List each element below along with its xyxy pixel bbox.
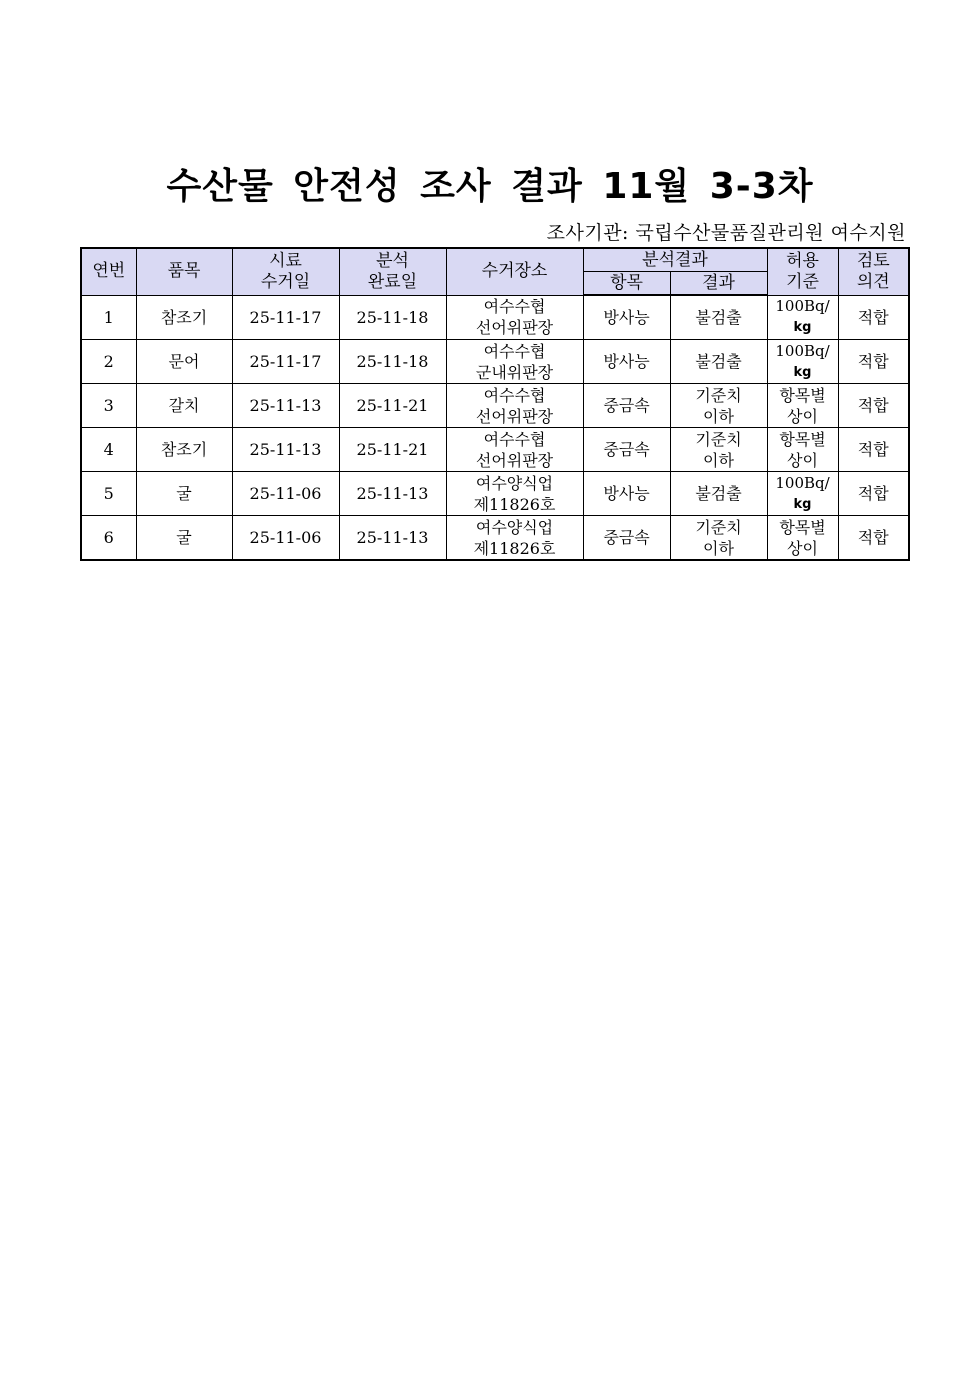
table-row — [81, 295, 909, 340]
cell-collect-date: 25-11-17 — [232, 340, 339, 384]
cell-collect-date: 25-11-06 — [232, 516, 339, 561]
header-analysis-result: 결과 — [670, 272, 767, 296]
cell-item: 굴 — [136, 516, 232, 561]
table-row — [81, 472, 909, 516]
cell-no: 2 — [81, 340, 136, 384]
cell-review: 적합 — [838, 472, 909, 516]
cell-collect-date: 25-11-13 — [232, 428, 339, 472]
cell-analysis-result: 기준치 이하 — [670, 428, 767, 472]
cell-no: 5 — [81, 472, 136, 516]
cell-no: 1 — [81, 295, 136, 340]
cell-limit: 항목별 상이 — [767, 516, 838, 561]
cell-item: 갈치 — [136, 384, 232, 428]
cell-complete-date: 25-11-18 — [339, 340, 446, 384]
cell-item: 문어 — [136, 340, 232, 384]
results-table — [80, 247, 910, 561]
cell-review: 적합 — [838, 340, 909, 384]
cell-analysis-item: 방사능 — [583, 472, 670, 516]
cell-analysis-result: 기준치 이하 — [670, 516, 767, 561]
cell-analysis-result: 불검출 — [670, 472, 767, 516]
cell-no: 6 — [81, 516, 136, 561]
cell-limit: 100Bq/ kg — [767, 295, 838, 340]
cell-analysis-item: 방사능 — [583, 340, 670, 384]
page-title: 수산물 안전성 조사 결과 11월 3-3차 — [166, 166, 814, 207]
cell-complete-date: 25-11-21 — [339, 428, 446, 472]
cell-analysis-result: 불검출 — [670, 295, 767, 340]
cell-limit: 100Bq/ kg — [767, 472, 838, 516]
cell-place: 여수양식업 제11826호 — [446, 516, 583, 561]
cell-review: 적합 — [838, 384, 909, 428]
survey-agency: 조사기관: 국립수산물품질관리원 여수지원 — [546, 222, 906, 244]
cell-complete-date: 25-11-13 — [339, 472, 446, 516]
cell-complete-date: 25-11-13 — [339, 516, 446, 561]
cell-item: 참조기 — [136, 428, 232, 472]
header-complete-date: 분석 완료일 — [339, 248, 446, 295]
cell-analysis-result: 불검출 — [670, 340, 767, 384]
header-no: 연번 — [81, 248, 136, 295]
cell-analysis-result: 기준치 이하 — [670, 384, 767, 428]
table-row — [81, 340, 909, 384]
cell-analysis-item: 중금속 — [583, 428, 670, 472]
cell-limit: 항목별 상이 — [767, 428, 838, 472]
header-collect-date: 시료 수거일 — [232, 248, 339, 295]
table-body — [81, 295, 909, 560]
header-analysis-item: 항목 — [583, 272, 670, 296]
cell-collect-date: 25-11-13 — [232, 384, 339, 428]
cell-place: 여수수협 군내위판장 — [446, 340, 583, 384]
table-row — [81, 428, 909, 472]
cell-review: 적합 — [838, 428, 909, 472]
cell-limit: 100Bq/ kg — [767, 340, 838, 384]
cell-no: 3 — [81, 384, 136, 428]
cell-place: 여수양식업 제11826호 — [446, 472, 583, 516]
table-row — [81, 384, 909, 428]
table-row — [81, 516, 909, 561]
cell-place: 여수수협 선어위판장 — [446, 428, 583, 472]
cell-collect-date: 25-11-06 — [232, 472, 339, 516]
header-review: 검토 의견 — [838, 248, 909, 295]
header-limit: 허용 기준 — [767, 248, 838, 295]
cell-review: 적합 — [838, 516, 909, 561]
header-analysis: 분석결과 — [583, 248, 767, 272]
cell-item: 참조기 — [136, 295, 232, 340]
header-item: 품목 — [136, 248, 232, 295]
cell-complete-date: 25-11-21 — [339, 384, 446, 428]
cell-complete-date: 25-11-18 — [339, 295, 446, 340]
cell-place: 여수수협 선어위판장 — [446, 384, 583, 428]
cell-collect-date: 25-11-17 — [232, 295, 339, 340]
cell-item: 굴 — [136, 472, 232, 516]
table-header — [81, 248, 909, 295]
cell-limit: 항목별 상이 — [767, 384, 838, 428]
cell-analysis-item: 방사능 — [583, 295, 670, 340]
header-place: 수거장소 — [446, 248, 583, 295]
cell-analysis-item: 중금속 — [583, 516, 670, 561]
cell-analysis-item: 중금속 — [583, 384, 670, 428]
cell-review: 적합 — [838, 295, 909, 340]
cell-place: 여수수협 선어위판장 — [446, 295, 583, 340]
cell-no: 4 — [81, 428, 136, 472]
